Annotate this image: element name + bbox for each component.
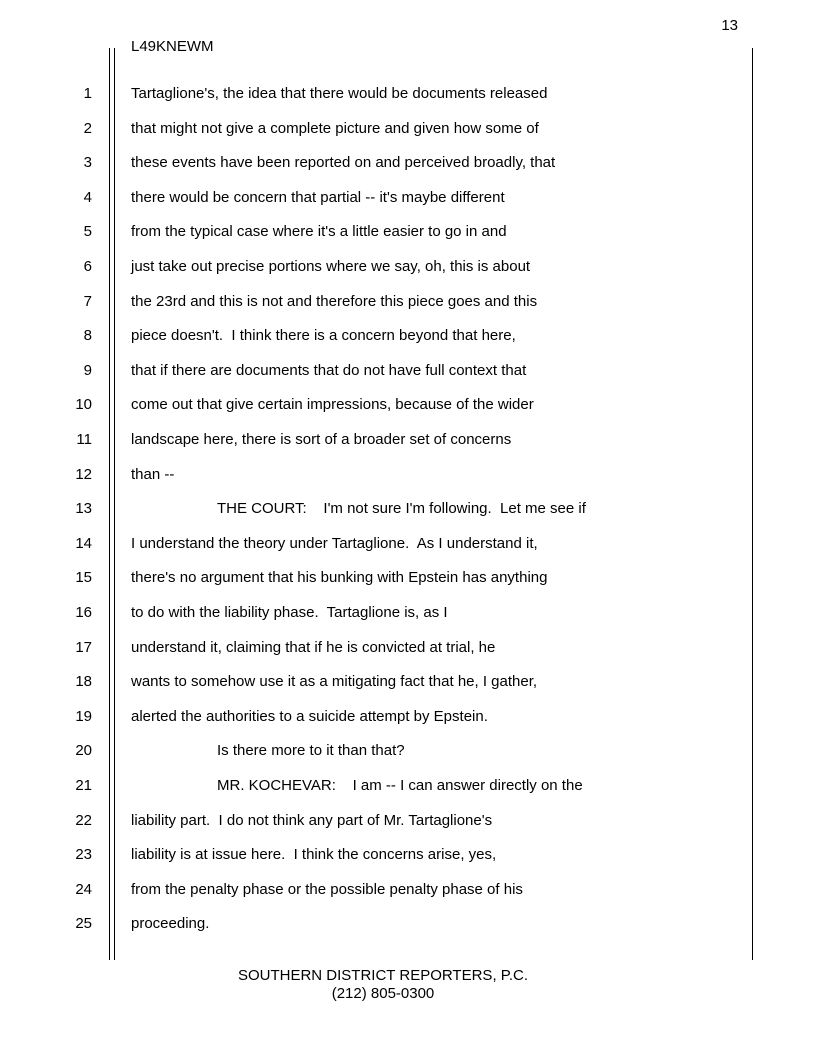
transcript-line <box>0 671 816 693</box>
transcript-line <box>0 844 816 866</box>
transcript-line <box>0 83 816 105</box>
transcript-line <box>0 221 816 243</box>
line-text: liability is at issue here. I think the concerns arise, yes, <box>131 846 497 864</box>
line-number: 16 <box>75 604 92 621</box>
line-text: from the typical case where it's a little easier to go in and <box>131 223 507 241</box>
line-text: THE COURT: I'm not sure I'm following. Let me see if <box>217 500 586 518</box>
transcript-line <box>0 533 816 555</box>
line-text: I understand the theory under Tartaglione. As I understand it, <box>131 534 538 552</box>
line-text: piece doesn't. I think there is a concern beyond that here, <box>131 327 516 345</box>
line-number: 4 <box>83 188 92 206</box>
line-number: 9 <box>83 361 92 379</box>
transcript-line <box>0 325 816 347</box>
transcript-line <box>0 879 816 901</box>
transcript-line <box>0 360 816 382</box>
line-text: liability part. I do not think any part of Mr. Tartaglione's <box>131 811 493 829</box>
transcript-line <box>0 913 816 935</box>
reporter-footer <box>0 967 766 1003</box>
transcript-line <box>0 498 816 520</box>
line-text: MR. KOCHEVAR: I am -- I can answer directly on the <box>217 777 583 794</box>
line-number: 25 <box>75 915 92 933</box>
line-text: wants to somehow use it as a mitigating fact that he, I gather, <box>131 673 538 691</box>
line-number: 23 <box>75 846 92 864</box>
line-text: that might not give a complete picture and given how some of <box>131 119 539 137</box>
transcript-line <box>0 775 816 797</box>
reporter-phone: (212) 805-0300 <box>331 985 435 1002</box>
line-number: 12 <box>75 465 92 483</box>
transcript-line <box>0 152 816 174</box>
line-text: Tartaglione's, the idea that there would be documents released <box>131 85 548 102</box>
line-number: 24 <box>75 880 92 898</box>
line-text: the 23rd and this is not and therefore this piece goes and this <box>131 292 538 310</box>
line-number: 7 <box>83 292 92 310</box>
line-number: 19 <box>75 707 92 725</box>
line-text: there's no argument that his bunking with Epstein has anything <box>131 569 548 587</box>
line-text: proceeding. <box>131 915 210 933</box>
transcript-line <box>0 706 816 728</box>
reporter-name: SOUTHERN DISTRICT REPORTERS, P.C. <box>237 967 529 984</box>
line-text: that if there are documents that do not have full context that <box>131 361 527 379</box>
transcript-line <box>0 394 816 416</box>
line-number: 18 <box>75 673 92 691</box>
line-text: from the penalty phase or the possible penalty phase of his <box>131 880 523 898</box>
case-identifier: L49KNEWM <box>131 38 214 55</box>
transcript-line <box>0 291 816 313</box>
line-text: than -- <box>131 465 175 483</box>
line-number: 17 <box>75 638 92 656</box>
transcript-line <box>0 810 816 832</box>
line-text: these events have been reported on and perceived broadly, that <box>131 154 556 172</box>
line-text: alerted the authorities to a suicide attempt by Epstein. <box>131 707 488 725</box>
line-text: just take out precise portions where we say, oh, this is about <box>131 258 531 275</box>
line-number: 10 <box>75 396 92 414</box>
line-text: landscape here, there is sort of a broader set of concerns <box>131 431 512 448</box>
line-number: 3 <box>83 154 92 172</box>
line-number: 8 <box>83 327 92 345</box>
transcript-line <box>0 637 816 659</box>
line-number: 15 <box>75 569 92 587</box>
line-number: 20 <box>75 742 92 760</box>
line-number: 5 <box>83 223 92 241</box>
transcript-line <box>0 118 816 140</box>
line-text: to do with the liability phase. Tartaglione is, as I <box>131 604 448 621</box>
line-text: come out that give certain impressions, because of the wider <box>131 396 534 414</box>
transcript-line <box>0 429 816 451</box>
line-number: 1 <box>83 85 92 102</box>
transcript-line <box>0 567 816 589</box>
transcript-line <box>0 602 816 624</box>
line-number: 11 <box>76 431 92 448</box>
line-number: 14 <box>75 534 92 552</box>
line-text: Is there more to it than that? <box>217 742 405 760</box>
line-number: 2 <box>83 119 92 137</box>
page-number: 13 <box>721 17 738 34</box>
line-number: 22 <box>75 811 92 829</box>
transcript-line <box>0 464 816 486</box>
transcript-line <box>0 740 816 762</box>
line-text: understand it, claiming that if he is convicted at trial, he <box>131 638 496 656</box>
line-number: 21 <box>75 777 92 794</box>
line-number: 6 <box>83 258 92 275</box>
line-number: 13 <box>75 500 92 518</box>
transcript-line <box>0 187 816 209</box>
transcript-line <box>0 256 816 278</box>
line-text: there would be concern that partial -- it's maybe different <box>131 188 505 206</box>
